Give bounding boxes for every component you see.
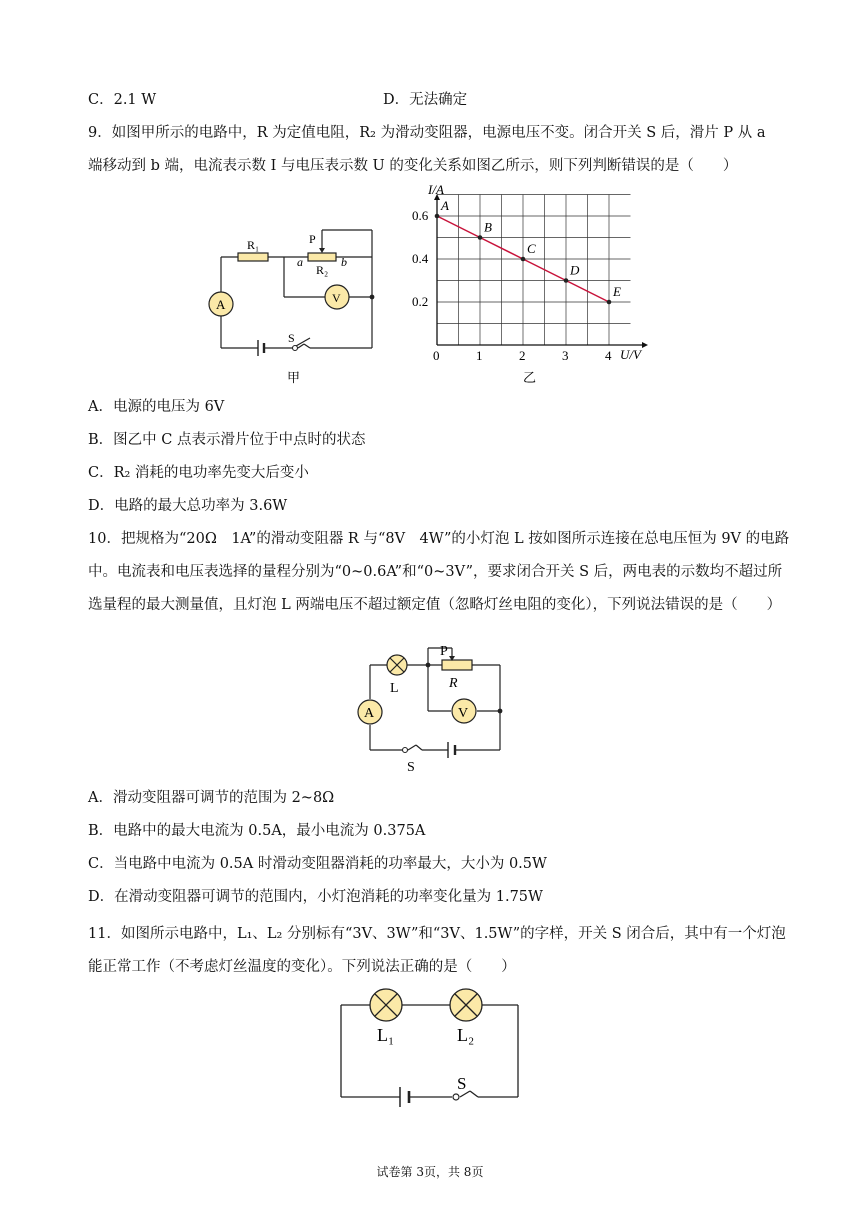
q10-circuit — [350, 635, 520, 775]
graph-x-arrow — [642, 342, 648, 348]
jia-ammeter-label: A — [216, 297, 226, 312]
q10-stem-line3: 选量程的最大测量值，且灯泡 L 两端电压不超过额定值（忽略灯丝电阻的变化），下列说法错误的是（ ） — [88, 597, 782, 613]
q9-circuit-jia — [200, 222, 390, 392]
graph-point-label-c: C — [527, 241, 536, 256]
q10-voltmeter-label: V — [458, 706, 469, 721]
q8-option-c: C．2.1 W — [88, 92, 157, 108]
q9-option-d: D．电路的最大总功率为 3.6W — [88, 498, 288, 514]
q10-stem-line2: 中。电流表和电压表选择的量程分别为“0~0.6A”和“0~3V”，要求闭合开关 S 后，两电表的示数均不超过所 — [88, 564, 783, 580]
graph-point-c — [521, 257, 526, 262]
graph-y-tick-label: 0.2 — [412, 294, 429, 309]
q10-option-a: A．滑动变阻器可调节的范围为 2~8Ω — [88, 790, 335, 806]
graph-y-tick-label: 0.4 — [412, 251, 429, 266]
q10-switch-label: S — [407, 760, 415, 775]
graph-y-tick-label: 0.6 — [412, 208, 429, 223]
graph-x-tick-label: 2 — [519, 348, 526, 363]
graph-x-axis-label: U/V — [620, 347, 641, 362]
q9-option-a: A．电源的电压为 6V — [88, 399, 225, 415]
q10-r-label: R — [449, 676, 458, 691]
jia-b-label: b — [341, 255, 347, 269]
graph-point-b — [478, 235, 483, 240]
graph-point-label-b: B — [484, 219, 492, 235]
q10-lamp-label: L — [390, 681, 399, 696]
q10-option-b: B．电路中的最大电流为 0.5A，最小电流为 0.375A — [88, 823, 426, 839]
q9-option-b: B．图乙中 C 点表示滑片位于中点时的状态 — [88, 432, 366, 448]
q8-option-d: D．无法确定 — [383, 92, 468, 108]
q9-stem-line1: 9．如图甲所示的电路中，R 为定值电阻，R₂ 为滑动变阻器，电源电压不变。闭合开关 S 后，滑片 P 从 a — [88, 125, 766, 141]
q9-option-c: C．R₂ 消耗的电功率先变大后变小 — [88, 465, 309, 481]
jia-voltmeter-label: V — [332, 291, 341, 305]
jia-switch-label: S — [288, 331, 295, 345]
graph-point-e — [607, 300, 612, 305]
graph-x-tick-label: 1 — [476, 348, 483, 363]
jia-p-label: P — [309, 232, 316, 246]
page-footer: 试卷第 3页，共 8页 — [376, 1165, 484, 1179]
q10-p-label: P — [440, 644, 448, 659]
graph-y-axis-label: I/A — [428, 182, 444, 197]
jia-a-label: a — [297, 255, 303, 269]
graph-point-label-a: A — [441, 198, 449, 213]
q10-option-c: C．当电路中电流为 0.5A 时滑动变阻器消耗的功率最大，大小为 0.5W — [88, 856, 547, 872]
q10-ammeter-label: A — [364, 706, 375, 721]
graph-point-label-d: D — [570, 262, 580, 278]
graph-point-d — [564, 278, 569, 283]
graph-x-tick-label: 0 — [433, 348, 440, 363]
jia-caption: 甲 — [287, 370, 301, 385]
q10-option-d: D．在滑动变阻器可调节的范围内，小灯泡消耗的功率变化量为 1.75W — [88, 889, 543, 905]
q11-switch-label: S — [457, 1074, 467, 1093]
q11-circuit — [330, 985, 530, 1115]
q9-stem-line2: 端移动到 b 端，电流表示数 I 与电压表示数 U 的变化关系如图乙所示，则下列判断错误的是（ ） — [88, 158, 738, 174]
graph-point-a — [435, 214, 440, 219]
q11-stem-line1: 11．如图所示电路中，L₁、L₂ 分别标有“3V、3W”和“3V、1.5W”的字样，开关 S 闭合后，其中有一个灯泡 — [88, 926, 786, 942]
jia-r2-label: R₂ — [316, 263, 329, 277]
graph-x-tick-label: 4 — [605, 348, 612, 363]
graph-caption: 乙 — [523, 370, 537, 385]
q10-stem-line1: 10．把规格为“20Ω 1A”的滑动变阻器 R 与“8V 4W”的小灯泡 L 按如图所示连接在总电压恒为 9V 的电路 — [88, 531, 790, 547]
jia-r1-label: R₁ — [247, 238, 260, 252]
q11-stem-line2: 能正常工作（不考虑灯丝温度的变化）。下列说法正确的是（ ） — [88, 959, 516, 975]
q11-l1-label: L₁ — [377, 1025, 395, 1045]
graph-x-tick-label: 3 — [562, 348, 569, 363]
q11-l2-label: L₂ — [457, 1025, 475, 1045]
q9-graph-yi — [410, 180, 660, 395]
graph-point-label-e: E — [613, 284, 621, 299]
